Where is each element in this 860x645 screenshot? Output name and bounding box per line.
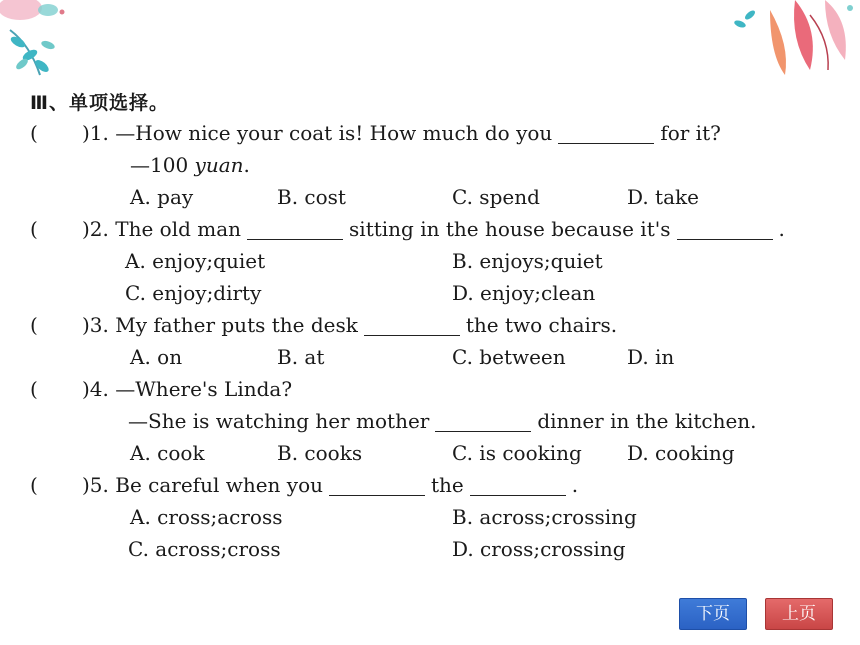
section-heading: Ⅲ、单项选择。 (30, 92, 169, 114)
option-5d: D. cross;crossing (452, 537, 626, 561)
floral-decoration-top-right (730, 0, 860, 80)
option-2b: B. enjoys;quiet (452, 249, 603, 273)
option-1c: C. spend (452, 185, 540, 209)
question-3: )3. My father puts the desk the two chairs. (82, 313, 618, 337)
option-3d: D. in (627, 345, 675, 369)
answer-paren-4: ( (30, 377, 38, 401)
option-4c: C. is cooking (452, 441, 582, 465)
option-4b: B. cooks (277, 441, 363, 465)
answer-paren-1: ( (30, 121, 38, 145)
option-3c: C. between (452, 345, 566, 369)
question-1: )1. —How nice your coat is! How much do you for it? (82, 121, 721, 145)
blank-4a (435, 411, 531, 432)
answer-paren-3: ( (30, 313, 38, 337)
question-5: )5. Be careful when you the . (82, 473, 579, 497)
option-5a: A. cross;across (130, 505, 283, 529)
question-4: )4. —Where's Linda? (82, 377, 293, 401)
question-2: )2. The old man sitting in the house because it's . (82, 217, 785, 241)
question-4-line-2: —She is watching her mother dinner in the kitchen. (128, 409, 757, 433)
option-2c: C. enjoy;dirty (125, 281, 262, 305)
answer-paren-5: ( (30, 473, 38, 497)
floral-decoration-top-left (0, 0, 100, 95)
blank-2a (247, 219, 343, 240)
next-page-button[interactable]: 下页 (679, 598, 747, 630)
blank-3a (364, 315, 460, 336)
option-1b: B. cost (277, 185, 346, 209)
option-2d: D. enjoy;clean (452, 281, 596, 305)
option-1a: A. pay (130, 185, 194, 209)
option-3a: A. on (130, 345, 183, 369)
option-3b: B. at (277, 345, 325, 369)
previous-page-button[interactable]: 上页 (765, 598, 833, 630)
option-5b: B. across;crossing (452, 505, 637, 529)
option-2a: A. enjoy;quiet (125, 249, 266, 273)
blank-5b (470, 475, 566, 496)
option-1d: D. take (627, 185, 699, 209)
answer-paren-2: ( (30, 217, 38, 241)
blank-2b (677, 219, 773, 240)
blank-5a (329, 475, 425, 496)
blank-1a (558, 123, 654, 144)
option-5c: C. across;cross (128, 537, 281, 561)
question-1-answer-line: —100 yuan. (130, 153, 250, 177)
option-4d: D. cooking (627, 441, 735, 465)
option-4a: A. cook (130, 441, 205, 465)
